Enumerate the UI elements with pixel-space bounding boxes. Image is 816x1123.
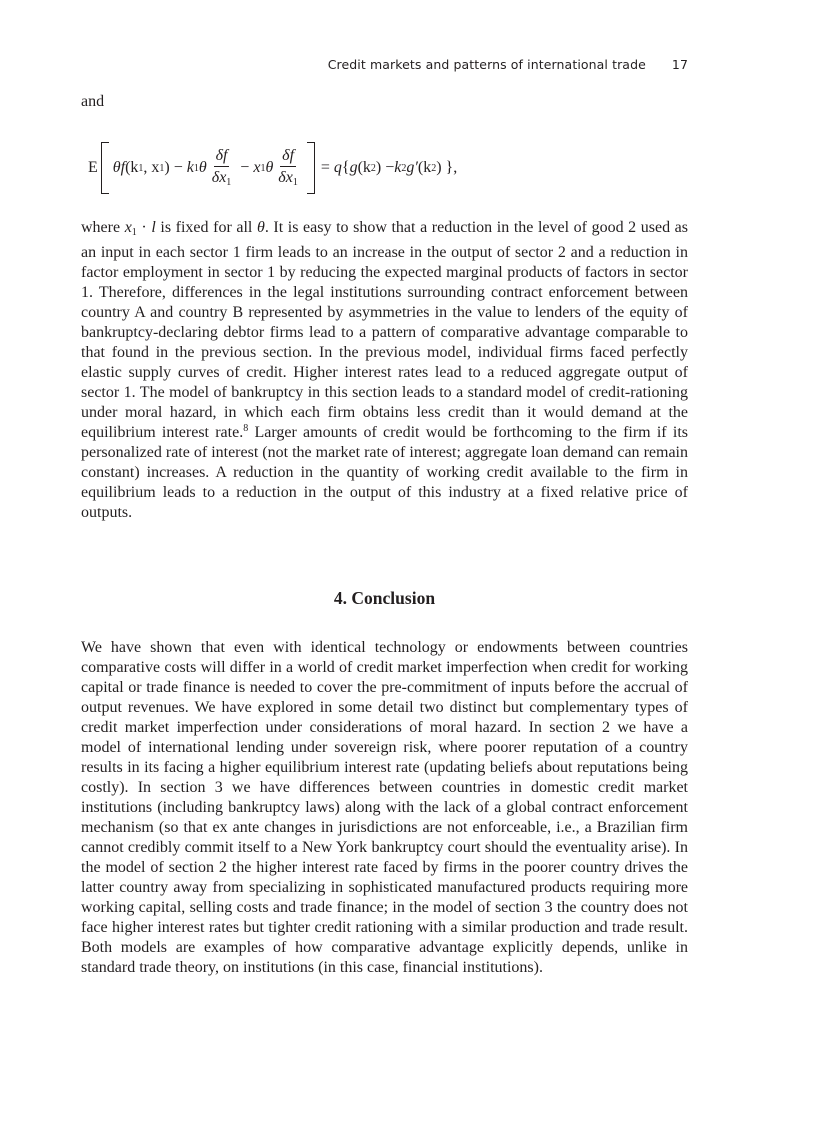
partial-fraction — [210, 148, 234, 188]
theta-symbol: θ — [198, 159, 207, 176]
fraction-numerator: δf — [280, 148, 296, 167]
g-symbol: g — [349, 159, 358, 176]
subscript: 1 — [226, 177, 232, 188]
running-head — [328, 57, 688, 72]
minus-sign: − — [385, 159, 395, 176]
subscript: 1 — [138, 162, 144, 174]
paragraph-text: Larger amounts of credit would be forthcoming to the firm if its personalized rate of interest (not the market rate of interest; aggregate loan demand can remain constant) increases. A reduction in the quantity of working credit available to the firm in equilibrium leads to a reduction in the output of this industry at a fixed relative price of outputs. — [81, 424, 688, 521]
k-symbol: k — [186, 159, 194, 176]
delta-x: δx — [211, 169, 227, 186]
dot-operator: · — [136, 219, 152, 236]
subscript: 1 — [292, 177, 298, 188]
fraction-denominator — [276, 167, 300, 188]
paragraph-mid: is fixed for all — [155, 219, 257, 236]
subscript: 2 — [401, 162, 407, 174]
x1-arg: , x — [143, 159, 160, 176]
f-symbol: f — [120, 159, 126, 176]
subscript: 2 — [431, 162, 437, 174]
x-variable: x — [124, 219, 132, 236]
q-symbol: q — [333, 159, 342, 176]
partial-fraction — [276, 148, 300, 188]
brace-close: ) }, — [436, 159, 458, 176]
x-symbol: x — [253, 159, 261, 176]
k-symbol: k — [394, 159, 402, 176]
minus-sign: − — [240, 159, 250, 176]
fraction-denominator — [210, 167, 234, 188]
close-paren: ) — [164, 159, 170, 176]
theta-symbol: θ — [112, 159, 121, 176]
minus-sign: − — [173, 159, 183, 176]
subscript: 1 — [131, 227, 137, 238]
connector-word: and — [81, 93, 105, 110]
brace-open: { — [341, 159, 350, 176]
conclusion-paragraph: We have shown that even with identical technology or endowments between countries comparative costs will differ in a world of credit market imperfection when credit for working capital or trade finance is needed to cover the pre-commitment of inputs before the accrual of output revenues. We have explored in some detail two distinct but complementary types of credit market imperfection under considerations of moral hazard. In section 2 we have a model of international lending under sovereign risk, where poorer reputation of a country results in its facing a higher equilibrium interest rate (updating beliefs about reputations being costly). In section 3 we have differences between countries in domestic credit market institutions (including bankruptcy laws) along with the lack of a global contract enforcement mechanism (so that ex ante changes in jurisdictions are not enforceable, i.e., a Brazilian firm cannot credibly commit itself to a New York bankruptcy court should the eventuality arise). In the model of section 2 the higher interest rate faced by firms in the poorer country drives the latter country away from specializing in sophisticated manufactured products requiring more working capital, selling costs and trade finance; in the model of section 3 the country does not face higher interest rates but tighter credit rationing with a similar production and trade result. Both models are examples of how comparative advantage explicitly depends, unlike in standard trade theory, on institutions (in this case, financial institutions). — [81, 639, 688, 976]
equals-sign: = — [320, 159, 330, 176]
footnote-marker[interactable]: 8 — [243, 423, 249, 434]
left-bracket — [101, 142, 109, 194]
subscript: 1 — [193, 162, 199, 174]
page-number: 17 — [671, 57, 688, 72]
section-heading: 4. Conclusion — [333, 588, 436, 608]
k1-open: (k — [125, 159, 139, 176]
k2-open: (k — [357, 159, 371, 176]
delta-x: δx — [278, 169, 293, 186]
expectation-operator: E — [88, 159, 98, 176]
g-prime-symbol: g′ — [406, 159, 418, 176]
paragraph-lead: where — [81, 219, 125, 236]
theta-symbol: θ — [265, 159, 274, 176]
equation-row — [88, 137, 457, 199]
subscript: 1 — [159, 162, 165, 174]
right-bracket — [307, 142, 315, 194]
subscript: 1 — [260, 162, 266, 174]
paragraph-text: . It is easy to show that a reduction in the level of good 2 used as an input in each sector 1 firm leads to an increase in the output of sector 2 and a reduction in factor employment in sector 1 by reducing the expected marginal products of factors in sector 1. Therefore, differences in the legal institutions surrounding contract enforcement between country A and country B represented by asymmetries in the value to lenders of the equity of bankruptcy-declaring debtor firms lead to a pattern of comparative advantage comparable to that found in the previous section. In the previous model, individual firms faced perfectly elastic supply curves of credit. Higher interest rates lead to a reduced aggregate output of sector 1. The model of bankruptcy in this section leads to a standard model of credit-rationing under moral hazard, in which each firm obtains less credit than it would demand at the equilibrium interest rate. — [81, 219, 689, 441]
display-equation — [88, 137, 688, 199]
body-paragraph — [81, 218, 688, 523]
theta-variable: θ — [256, 219, 265, 236]
k2-open: (k — [417, 159, 432, 176]
close-paren: ) — [375, 159, 382, 176]
subscript: 2 — [370, 162, 376, 174]
running-head-title: Credit markets and patterns of international trade — [327, 57, 646, 72]
l-variable: l — [151, 219, 156, 236]
fraction-numerator: δf — [214, 148, 230, 167]
